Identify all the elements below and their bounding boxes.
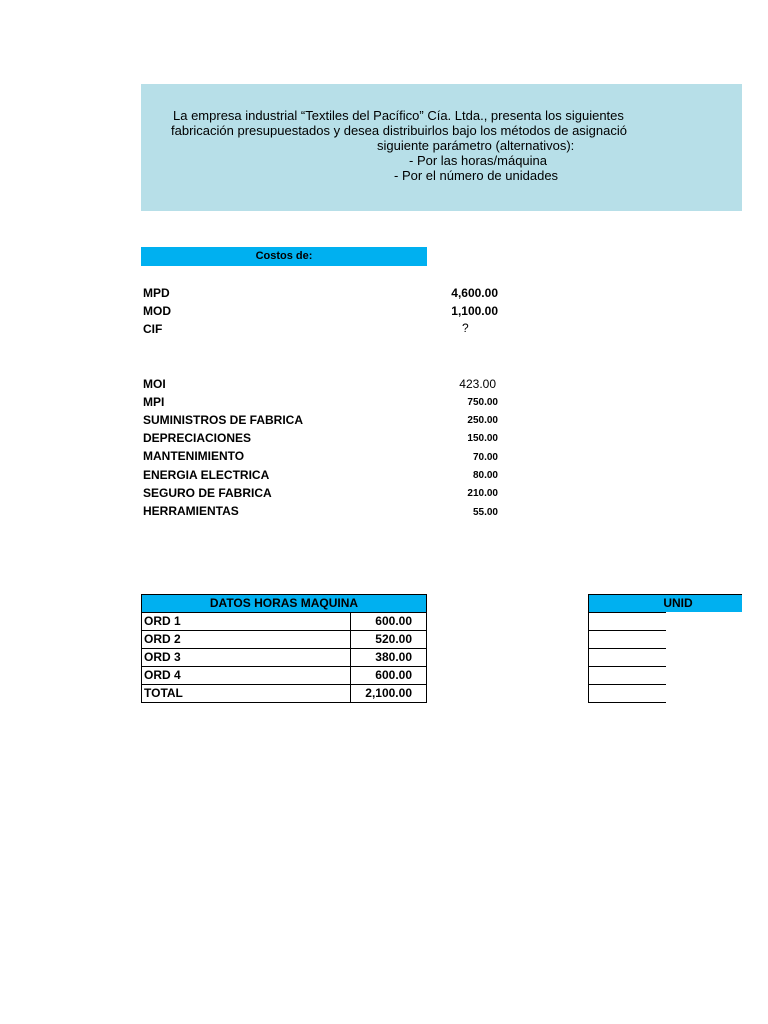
cif-value-mpi: 750.00 xyxy=(467,397,498,408)
cost-value-mod: 1,100.00 xyxy=(451,304,498,318)
cif-label-seguro: SEGURO DE FABRICA xyxy=(143,486,272,500)
problem-statement-box xyxy=(141,84,742,211)
crop-mask xyxy=(666,612,746,707)
cif-label-mantenimiento: MANTENIMIENTO xyxy=(143,449,245,463)
total-label: TOTAL xyxy=(142,685,351,703)
cif-label-suministros: SUMINISTROS DE FABRICA xyxy=(143,413,304,427)
intro-line-5: - Por el número de unidades xyxy=(394,168,559,183)
table-row-total xyxy=(142,685,427,703)
intro-line-2: fabricación presupuestados y desea distribuirlos bajo los métodos de asignació xyxy=(171,123,627,138)
cif-value-herramientas: 55.00 xyxy=(472,507,498,518)
cost-value-cif: ? xyxy=(462,321,469,335)
cif-value-energia: 80.00 xyxy=(472,470,498,481)
row-value: 600.00 xyxy=(351,613,427,631)
cif-value-moi: 423.00 xyxy=(459,377,496,391)
cost-value-mpd: 4,600.00 xyxy=(451,286,498,300)
cost-label-mod: MOD xyxy=(143,304,171,318)
unidades-header: UNID xyxy=(589,595,743,613)
cif-label-moi: MOI xyxy=(143,377,166,391)
row-label: ORD 3 xyxy=(142,649,351,667)
table-row xyxy=(142,613,427,631)
cif-value-depreciaciones: 150.00 xyxy=(467,433,498,444)
horas-maquina-table xyxy=(141,594,427,703)
row-label: ORD 4 xyxy=(142,667,351,685)
cif-label-mpi: MPI xyxy=(143,395,165,409)
cif-label-energia: ENERGIA ELECTRICA xyxy=(143,468,270,482)
row-label: ORD 1 xyxy=(142,613,351,631)
total-value: 2,100.00 xyxy=(351,685,427,703)
cif-value-seguro: 210.00 xyxy=(467,488,498,499)
row-value: 380.00 xyxy=(351,649,427,667)
horas-maquina-header: DATOS HORAS MAQUINA xyxy=(142,595,427,613)
intro-line-1: La empresa industrial “Textiles del Pacífico” Cía. Ltda., presenta los siguientes xyxy=(173,108,624,123)
cif-value-suministros: 250.00 xyxy=(467,415,498,426)
cif-value-mantenimiento: 70.00 xyxy=(472,452,498,463)
cost-label-mpd: MPD xyxy=(143,286,170,300)
cif-label-herramientas: HERRAMIENTAS xyxy=(143,504,239,518)
intro-line-3: siguiente parámetro (alternativos): xyxy=(377,138,575,153)
costos-header: Costos de: xyxy=(141,247,427,266)
row-value: 600.00 xyxy=(351,667,427,685)
cif-label-depreciaciones: DEPRECIACIONES xyxy=(143,431,252,445)
intro-line-4: - Por las horas/máquina xyxy=(409,153,548,168)
table-row xyxy=(142,631,427,649)
row-value: 520.00 xyxy=(351,631,427,649)
table-row xyxy=(142,649,427,667)
table-row xyxy=(142,667,427,685)
cost-label-cif: CIF xyxy=(143,322,163,336)
row-label: ORD 2 xyxy=(142,631,351,649)
